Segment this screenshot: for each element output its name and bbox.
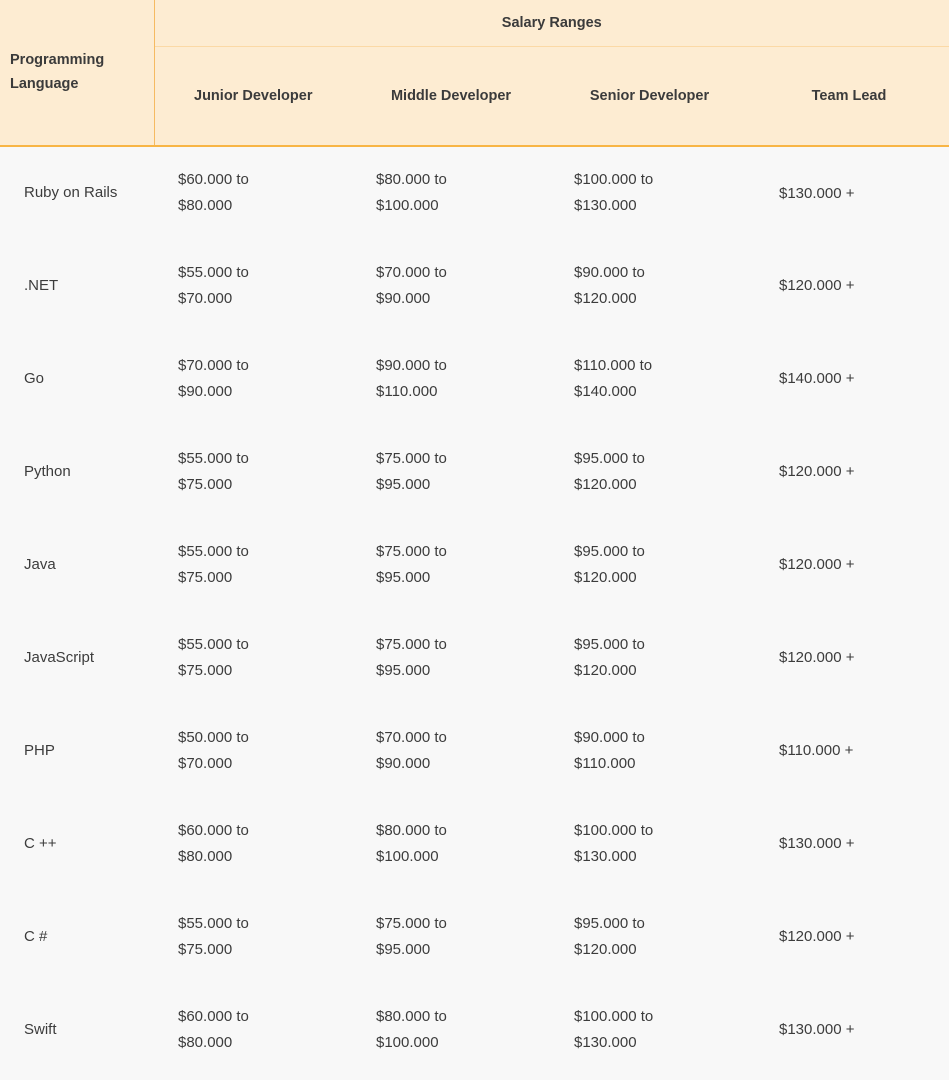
junior-range-cell (154, 890, 352, 983)
middle-range-cell-upper: $100.000 (376, 1033, 439, 1051)
senior-range-cell-lower: $95.000 to (574, 914, 645, 932)
language-cell: .NET (24, 276, 59, 294)
language-cell: C # (24, 927, 48, 945)
middle-range-cell-lower: $75.000 to (376, 914, 447, 932)
senior-range-cell-lower: $100.000 to (574, 171, 654, 189)
junior-range-cell (154, 983, 352, 1076)
middle-range-cell-upper: $90.000 (376, 289, 431, 307)
table-row (0, 425, 949, 518)
senior-range-cell-upper: $130.000 (574, 197, 637, 214)
teamlead-range-cell: $110.000 + (779, 742, 854, 759)
table-row (0, 611, 949, 704)
middle-range-cell-upper: $95.000 (376, 568, 431, 586)
senior-range-cell-upper: $120.000 (574, 475, 637, 493)
junior-range-cell (154, 332, 352, 425)
senior-range-cell-lower: $110.000 to (574, 356, 653, 374)
header-group-row (0, 0, 949, 46)
table-row (0, 239, 949, 332)
middle-range-cell (352, 518, 550, 611)
junior-range-cell-lower: $55.000 to (178, 635, 249, 653)
senior-range-cell (550, 983, 749, 1076)
junior-range-cell (154, 239, 352, 332)
senior-range-cell-upper: $140.000 (574, 382, 637, 400)
table-row (0, 983, 949, 1076)
senior-range-cell (550, 425, 749, 518)
junior-range-cell-lower: $60.000 to (178, 1007, 249, 1025)
middle-range-cell (352, 983, 550, 1076)
middle-range-cell-lower: $80.000 to (376, 171, 447, 189)
teamlead-range-cell: $130.000 + (779, 835, 855, 852)
senior-range-cell (550, 611, 749, 704)
table-row (0, 890, 949, 983)
senior-range-cell-lower: $90.000 to (574, 728, 645, 746)
junior-range-cell-upper: $75.000 (178, 661, 233, 679)
middle-range-cell-upper: $95.000 (376, 661, 431, 679)
junior-range-cell-lower: $60.000 to (178, 821, 249, 839)
language-cell: PHP (24, 741, 55, 759)
table-row (0, 146, 949, 239)
senior-range-cell (550, 146, 749, 239)
teamlead-range-cell: $120.000 + (779, 928, 855, 945)
senior-range-cell-lower: $90.000 to (574, 263, 645, 281)
column-header-middle: Middle Developer (352, 46, 550, 146)
teamlead-range-cell: $130.000 + (779, 1021, 855, 1038)
language-cell: Python (24, 462, 71, 480)
language-cell: Go (24, 369, 45, 387)
senior-range-cell-lower: $100.000 to (574, 1007, 654, 1025)
junior-range-cell-lower: $50.000 to (178, 728, 249, 746)
language-cell: C ++ (24, 834, 57, 852)
junior-range-cell-lower: $55.000 to (178, 263, 249, 281)
middle-range-cell-upper: $95.000 (376, 475, 431, 493)
junior-range-cell-lower: $55.000 to (178, 449, 249, 467)
middle-range-cell (352, 890, 550, 983)
senior-range-cell-upper: $120.000 (574, 940, 637, 958)
middle-range-cell-lower: $70.000 to (376, 728, 447, 746)
junior-range-cell-lower: $70.000 to (178, 356, 249, 374)
senior-range-cell (550, 890, 749, 983)
senior-range-cell (550, 797, 749, 890)
teamlead-range-cell: $120.000 + (779, 277, 855, 294)
senior-range-cell (550, 518, 749, 611)
junior-range-cell (154, 611, 352, 704)
junior-range-cell-upper: $75.000 (178, 568, 233, 586)
senior-range-cell-upper: $120.000 (574, 568, 637, 586)
junior-range-cell-lower: $55.000 to (178, 914, 249, 932)
middle-range-cell-lower: $80.000 to (376, 1007, 447, 1025)
column-header-junior: Junior Developer (154, 46, 352, 146)
junior-range-cell-lower: $60.000 to (178, 171, 249, 189)
senior-range-cell-upper: $110.000 (574, 754, 636, 772)
middle-range-cell (352, 611, 550, 704)
middle-range-cell-lower: $90.000 to (376, 356, 447, 374)
middle-range-cell-lower: $70.000 to (376, 263, 447, 281)
language-cell: Ruby on Rails (24, 184, 118, 202)
middle-range-cell-upper: $90.000 (376, 754, 431, 772)
table-row (0, 332, 949, 425)
senior-range-cell-lower: $95.000 to (574, 449, 645, 467)
table-row (0, 518, 949, 611)
junior-range-cell-lower: $55.000 to (178, 542, 249, 560)
senior-range-cell-upper: $130.000 (574, 847, 637, 865)
senior-range-cell-upper: $120.000 (574, 289, 637, 307)
language-cell: JavaScript (24, 648, 95, 666)
teamlead-range-cell: $120.000 + (779, 556, 855, 573)
junior-range-cell (154, 425, 352, 518)
language-cell: Java (24, 555, 56, 573)
junior-range-cell (154, 146, 352, 239)
middle-range-cell (352, 332, 550, 425)
teamlead-range-cell: $120.000 + (779, 463, 855, 480)
teamlead-range-cell: $140.000 + (779, 370, 855, 387)
middle-range-cell (352, 797, 550, 890)
junior-range-cell-upper: $70.000 (178, 754, 233, 772)
row-header-label: Programming Language (0, 0, 154, 146)
column-header-teamlead: Team Lead (749, 46, 949, 146)
middle-range-cell-lower: $80.000 to (376, 821, 447, 839)
language-cell: Swift (24, 1020, 57, 1038)
middle-range-cell-upper: $110.000 (376, 382, 438, 400)
junior-range-cell (154, 518, 352, 611)
junior-range-cell (154, 797, 352, 890)
table-row (0, 704, 949, 797)
middle-range-cell-upper: $100.000 (376, 197, 439, 214)
middle-range-cell-lower: $75.000 to (376, 542, 447, 560)
middle-range-cell (352, 239, 550, 332)
junior-range-cell-upper: $75.000 (178, 940, 233, 958)
middle-range-cell (352, 704, 550, 797)
middle-range-cell (352, 146, 550, 239)
junior-range-cell-upper: $80.000 (178, 1033, 233, 1051)
teamlead-range-cell: $130.000 + (779, 184, 855, 202)
middle-range-cell-lower: $75.000 to (376, 449, 447, 467)
table-header (0, 0, 949, 146)
senior-range-cell-upper: $120.000 (574, 661, 637, 679)
table-row (0, 797, 949, 890)
junior-range-cell (154, 704, 352, 797)
junior-range-cell-upper: $80.000 (178, 197, 233, 214)
junior-range-cell-upper: $75.000 (178, 475, 233, 493)
senior-range-cell-lower: $95.000 to (574, 542, 645, 560)
middle-range-cell (352, 425, 550, 518)
table-body (0, 146, 949, 1076)
teamlead-range-cell: $120.000 + (779, 649, 855, 666)
column-header-senior: Senior Developer (550, 46, 749, 146)
middle-range-cell-upper: $100.000 (376, 847, 439, 865)
middle-range-cell-upper: $95.000 (376, 940, 431, 958)
senior-range-cell-lower: $100.000 to (574, 821, 654, 839)
senior-range-cell (550, 704, 749, 797)
senior-range-cell (550, 239, 749, 332)
junior-range-cell-upper: $70.000 (178, 289, 233, 307)
senior-range-cell-lower: $95.000 to (574, 635, 645, 653)
middle-range-cell-lower: $75.000 to (376, 635, 447, 653)
senior-range-cell-upper: $130.000 (574, 1033, 637, 1051)
senior-range-cell (550, 332, 749, 425)
junior-range-cell-upper: $90.000 (178, 382, 233, 400)
group-header-salary-ranges: Salary Ranges (154, 0, 949, 46)
junior-range-cell-upper: $80.000 (178, 847, 233, 865)
